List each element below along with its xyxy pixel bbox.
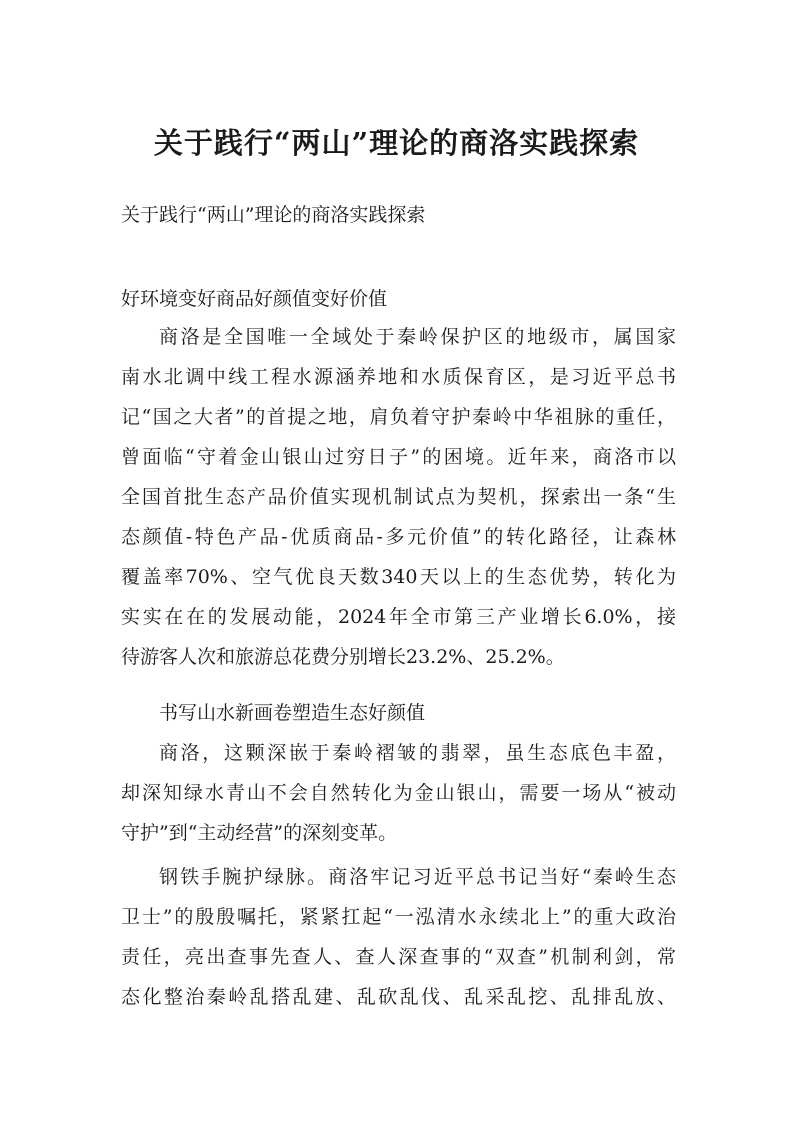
paragraph-line: 商洛，这颗深嵌于秦岭褶皱的翡翠，虽生态底色丰盈， <box>159 742 676 764</box>
paragraph-line: 待游客人次和旅游总花费分别增长23.2%、25.2%。 <box>121 646 565 668</box>
paragraph-line: 记“国之大者”的首提之地，肩负着守护秦岭中华祖脉的重任， <box>121 406 676 428</box>
paragraph-line: 覆盖率70%、空气优良天数340天以上的生态优势，转化为 <box>121 566 676 588</box>
paragraph-1 <box>121 317 676 677</box>
paragraph-line: 态颜值-特色产品-优质商品-多元价值”的转化路径，让森林 <box>121 526 676 548</box>
paragraph-line: 钢铁手腕护绿脉。商洛牢记习近平总书记当好“秦岭生态 <box>159 866 676 888</box>
paragraph-line: 守护”到“主动经营”的深刻变革。 <box>121 822 398 844</box>
paragraph-line: 卫士”的殷殷嘱托，紧紧扛起“一泓清水永续北上”的重大政治 <box>121 906 676 928</box>
paragraph-line: 却深知绿水青山不会自然转化为金山银山，需要一场从“被动 <box>121 782 676 804</box>
section-heading-2: 书写山水新画卷塑造生态好颜值 <box>159 702 426 724</box>
paragraph-line: 曾面临“守着金山银山过穷日子”的困境。近年来，商洛市以 <box>121 446 676 468</box>
paragraph-2 <box>121 733 676 853</box>
paragraph-line: 商洛是全国唯一全域处于秦岭保护区的地级市，属国家 <box>159 326 676 348</box>
paragraph-line: 实实在在的发展动能，2024年全市第三产业增长6.0%，接 <box>121 606 676 628</box>
document-title: 关于践行“两山”理论的商洛实践探索 <box>153 126 640 160</box>
document-subtitle: 关于践行“两山”理论的商洛实践探索 <box>121 204 426 226</box>
paragraph-line: 责任，亮出查事先查人、查人深查事的“双查”机制利剑，常 <box>121 946 676 968</box>
paragraph-line: 态化整治秦岭乱搭乱建、乱砍乱伐、乱采乱挖、乱排乱放、 <box>121 986 676 1008</box>
paragraph-3 <box>121 857 676 1017</box>
paragraph-line: 全国首批生态产品价值实现机制试点为契机，探索出一条“生 <box>121 486 676 508</box>
paragraph-line: 南水北调中线工程水源涵养地和水质保育区，是习近平总书 <box>121 366 676 388</box>
section-heading-1: 好环境变好商品好颜值变好价值 <box>121 288 388 310</box>
